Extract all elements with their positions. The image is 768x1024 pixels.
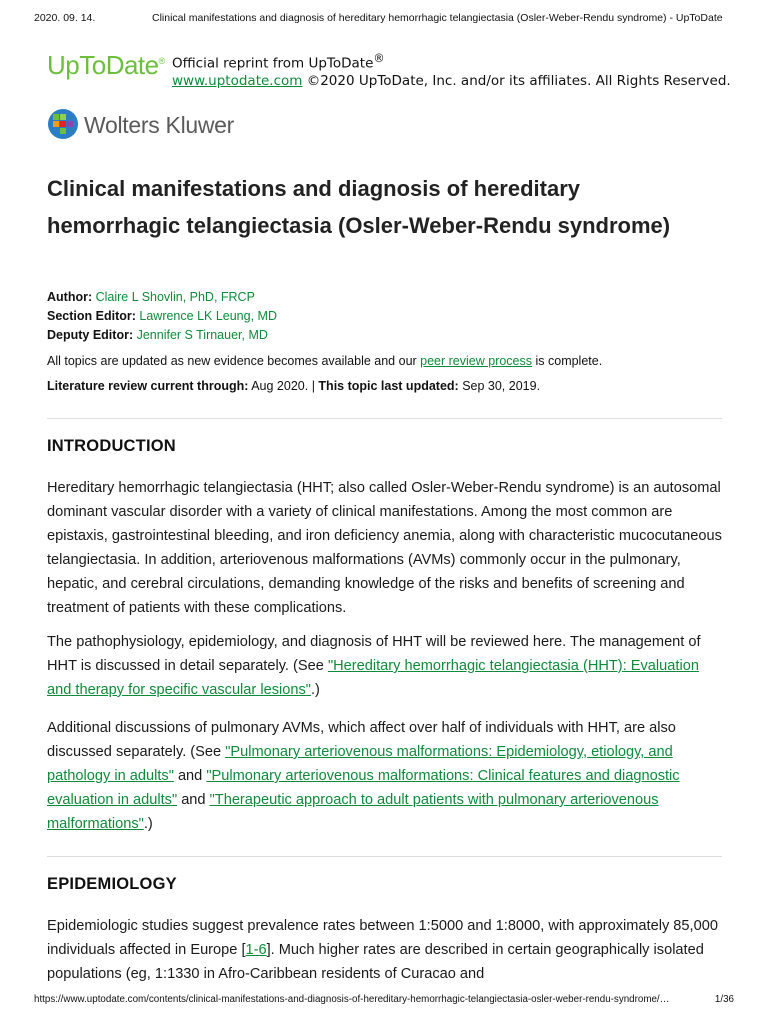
uptodate-link[interactable]: www.uptodate.com xyxy=(172,72,303,89)
section-editor-line: Section Editor: Lawrence LK Leung, MD xyxy=(47,309,277,323)
copyright-text: ©2020 UpToDate, Inc. and/or its affiliates. All Rights Reserved. xyxy=(306,72,731,89)
article-meta xyxy=(47,288,727,393)
pulmonary-avm-clinical-link[interactable]: "Pulmonary arteriovenous malformations: Clinical features and diagnostic evaluation in adults" xyxy=(47,768,680,808)
divider xyxy=(47,418,722,419)
intro-paragraph-2: The pathophysiology, epidemiology, and diagnosis of HHT will be reviewed here. The management of HHT is discussed in detail separately. (See "Hereditary hemorrhagic telangiectasia (HHT): Evaluation and therapy for specific vascular lesions".) xyxy=(47,634,701,698)
section-heading-epidemiology: EPIDEMIOLOGY xyxy=(47,875,177,893)
publisher-name: Wolters Kluwer xyxy=(84,112,235,138)
pulmonary-avm-therapy-link[interactable]: "Therapeutic approach to adult patients with pulmonary arteriovenous malformations" xyxy=(47,792,659,832)
author-line: Author: Claire L Shovlin, PhD, FRCP xyxy=(47,290,255,304)
print-footer xyxy=(0,994,768,1008)
reprint-text: Official reprint from UpToDate xyxy=(172,55,374,72)
author-link[interactable]: Claire L Shovlin, PhD, FRCP xyxy=(95,290,255,304)
page-number: 1/36 xyxy=(714,994,734,1005)
epidemiology-paragraph-1: Epidemiologic studies suggest prevalence rates between 1:5000 and 1:8000, with approximately 85,000 individuals affected in Europe [1-6]. Much higher rates are described in certain geographically isolated populations (eg, 1:1330 in Afro-Caribbean residents of Curacao and xyxy=(47,918,718,982)
intro-paragraph-1: Hereditary hemorrhagic telangiectasia (HHT; also called Osler-Weber-Rendu syndrome) is an autosomal dominant vascular disorder with a variety of clinical manifestations. Among the most common are epistaxis, gastrointestinal bleeding, and iron deficiency anemia, along with characteristic mucocutaneous telangiectasia. In addition, arteriovenous malformations (AVMs) commonly occur in the pulmonary, hepatic, and cerebral circulations, demanding knowledge of the risks and benefits of screening and treatment of patients with these complications. xyxy=(47,480,722,616)
divider xyxy=(47,856,722,857)
section-editor-link[interactable]: Lawrence LK Leung, MD xyxy=(139,309,277,323)
deputy-editor-link[interactable]: Jennifer S Tirnauer, MD xyxy=(136,328,268,342)
update-note: All topics are updated as new evidence becomes available and our peer review process is complete. xyxy=(47,354,603,368)
review-dates: Literature review current through: Aug 2020. | This topic last updated: Sep 30, 2019. xyxy=(47,379,541,393)
wolters-kluwer-logo-icon xyxy=(47,108,79,140)
print-url: https://www.uptodate.com/contents/clinical-manifestations-and-diagnosis-of-hereditary-hemorrhagic-telangiectasia-osler-weber-rendu-syndrome/… xyxy=(34,994,670,1005)
deputy-editor-line: Deputy Editor: Jennifer S Tirnauer, MD xyxy=(47,328,268,342)
article-title: Clinical manifestations and diagnosis of hereditary hemorrhagic telangiectasia (Osler-Weber-Rendu syndrome) xyxy=(47,176,671,238)
uptodate-logo: UpToDate® xyxy=(47,50,165,80)
section-heading-introduction: INTRODUCTION xyxy=(47,437,176,455)
hht-therapy-link[interactable]: "Hereditary hemorrhagic telangiectasia (HHT): Evaluation and therapy for specific vascular lesions" xyxy=(47,658,699,698)
pulmonary-avm-epidemiology-link[interactable]: "Pulmonary arteriovenous malformations: Epidemiology, etiology, and pathology in adults" xyxy=(47,744,673,784)
print-doc-title: Clinical manifestations and diagnosis of hereditary hemorrhagic telangiectasia (Osler-Weber-Rendu syndrome) - UpToDate xyxy=(152,12,723,24)
print-date: 2020. 09. 14. xyxy=(34,12,96,24)
peer-review-link[interactable]: peer review process xyxy=(420,354,533,368)
intro-paragraph-3: Additional discussions of pulmonary AVMs, which affect over half of individuals with HHT, are also discussed separately. (See "Pulmonary arteriovenous malformations: Epidemiology, etiology, and pathology in adults" and "Pulmonary arteriovenous malformations: Clinical features and diagnostic evaluation in adults" and "Therapeutic approach to adult patients with pulmonary arteriovenous malformations".) xyxy=(47,720,680,832)
print-header xyxy=(0,12,768,26)
reference-link[interactable]: 1-6 xyxy=(245,942,267,958)
reprint-notice: Official reprint from UpToDate® www.uptodate.com ©2020 UpToDate, Inc. and/or its affiliates. All Rights Reserved. xyxy=(172,52,731,89)
